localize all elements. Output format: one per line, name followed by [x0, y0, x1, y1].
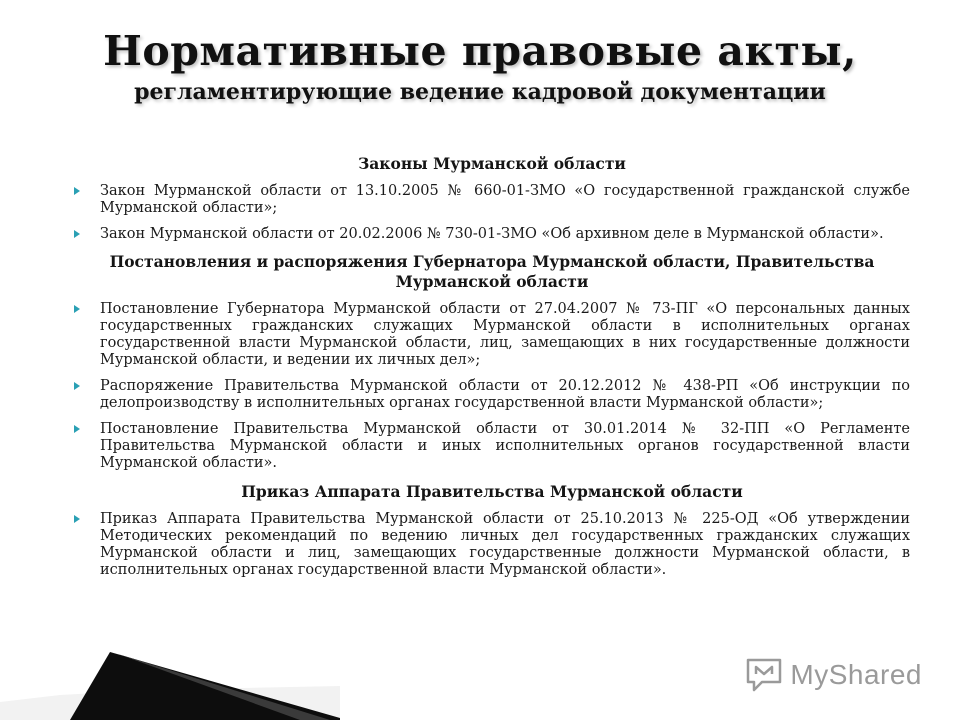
section-heading-order: Приказ Аппарата Правительства Мурманской области	[241, 482, 743, 501]
list-order	[74, 511, 910, 579]
list-item	[74, 421, 910, 472]
section-heading-laws: Законы Мурманской области	[358, 154, 626, 173]
corner-decoration	[0, 640, 340, 720]
watermark	[744, 656, 922, 694]
arrow-bullet-icon	[74, 382, 80, 390]
arrow-bullet-icon	[74, 187, 80, 195]
slide-content	[74, 154, 910, 588]
list-item	[74, 226, 910, 243]
list-item	[74, 378, 910, 412]
arrow-bullet-icon	[74, 425, 80, 433]
arrow-bullet-icon	[74, 230, 80, 238]
list-item	[74, 511, 910, 579]
list-item-text: Постановление Правительства Мурманской области от 30.01.2014 № 32-ПП «О Регламенте Правительства Мурманской области и иных исполнительных органов государственной власти Мурманской области».	[100, 421, 910, 471]
list-item-text: Постановление Губернатора Мурманской области от 27.04.2007 № 73-ПГ «О персональных данных государственных гражданских служащих Мурманской области в исполнительных органах государственной власти Мурманской области, лиц, замещающих в них государственные должности Мурманской области, и ведении их личных дел»;	[100, 301, 910, 368]
list-item-text: Закон Мурманской области от 13.10.2005 № 660-01-ЗМО «О государственной гражданской службе Мурманской области»;	[100, 183, 910, 216]
arrow-bullet-icon	[74, 515, 80, 523]
slide-subtitle: регламентирующие ведение кадровой документации	[134, 79, 826, 105]
list-item-text: Приказ Аппарата Правительства Мурманской области от 25.10.2013 № 225-ОД «Об утверждении Методических рекомендаций по ведению личных дел государственных гражданских служащих Мурманской области и лиц, замещающих государственные должности Мурманской области, в исполнительных органах государственной власти Мурманской области».	[100, 511, 910, 578]
list-item-text: Закон Мурманской области от 20.02.2006 № 730-01-ЗМО «Об архивном деле в Мурманской области».	[100, 226, 884, 242]
list-laws	[74, 183, 910, 243]
arrow-bullet-icon	[74, 305, 80, 313]
list-decrees	[74, 301, 910, 472]
list-item	[74, 301, 910, 369]
section-heading-decrees: Постановления и распоряжения Губернатора Мурманской области, Правительства Мурманской области	[109, 252, 875, 291]
myshared-logo-icon	[744, 656, 784, 694]
watermark-text: MyShared	[790, 659, 922, 690]
slide-title: Нормативные правовые акты,	[103, 27, 857, 75]
slide-title-block	[0, 26, 960, 106]
list-item-text: Распоряжение Правительства Мурманской области от 20.12.2012 № 438-РП «Об инструкции по делопроизводству в исполнительных органах государственной власти Мурманской области»;	[100, 378, 910, 411]
list-item	[74, 183, 910, 217]
